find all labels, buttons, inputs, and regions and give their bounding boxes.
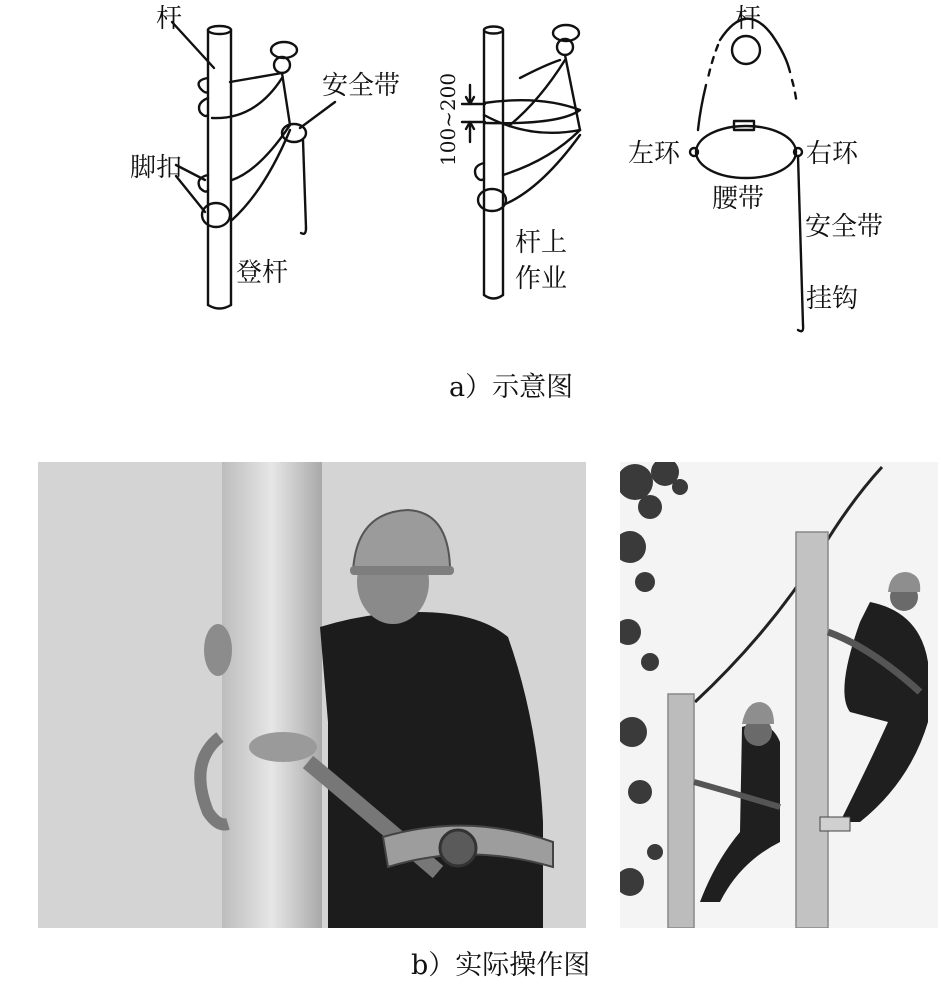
belt-arc-left-lower	[698, 85, 706, 130]
right-ring-label: 右环	[806, 139, 859, 169]
foot-clamp-lower-2	[202, 203, 230, 227]
photos-caption: b）实际操作图	[411, 950, 591, 981]
left-ring-label: 左环	[628, 139, 681, 169]
pole-label-3: 杆	[735, 4, 762, 34]
belt-buckle-photo	[440, 830, 476, 866]
safety-belt-1	[303, 140, 306, 228]
safety-belt-label-1: 安全带	[322, 71, 401, 101]
pole-1	[208, 26, 231, 309]
safety-hook-1	[301, 228, 306, 234]
foot-clamp-upper-1	[199, 78, 208, 93]
pole-cross-section	[732, 36, 760, 64]
foot-clamp-work-1	[475, 163, 484, 180]
helmet-brim	[350, 566, 454, 575]
worker-body	[320, 612, 543, 928]
waist-belt	[696, 126, 796, 178]
dimension-label: 100~200	[436, 72, 460, 166]
belt-detail-drawing	[690, 19, 803, 332]
schematic-caption: a）示意图	[449, 372, 574, 403]
left-pole	[668, 694, 694, 928]
right-hand	[249, 732, 317, 762]
climb-label: 登杆	[236, 258, 289, 288]
safety-belt-1-leader	[300, 102, 335, 128]
photo-close-up	[38, 462, 586, 928]
photo-two-workers-illustration	[620, 462, 938, 928]
pole-label-1: 杆	[156, 4, 183, 34]
photo-close-up-illustration	[38, 462, 586, 928]
belt-arc-left-dashed	[708, 45, 718, 78]
safety-belt-3	[798, 156, 803, 325]
photo-two-workers	[620, 462, 938, 928]
belt-arc-right	[772, 35, 790, 72]
left-hand	[204, 624, 232, 676]
climber-1-figure	[212, 42, 297, 220]
safety-belt-label-3: 安全带	[805, 212, 884, 242]
work-label-line2: 作业	[515, 264, 568, 294]
belt-arc-right-dashed	[792, 80, 797, 105]
work-label-line1: 杆上	[515, 228, 568, 258]
safety-hook-3	[798, 325, 803, 331]
right-pole	[796, 532, 828, 928]
foot-clamp-upper-2	[199, 98, 208, 116]
pole-2	[484, 27, 503, 299]
concrete-pole	[222, 462, 322, 928]
foot-clamp-label: 脚扣	[130, 153, 183, 183]
hook-label: 挂钩	[806, 284, 859, 314]
worker-figure	[484, 25, 580, 205]
waist-belt-label: 腰带	[712, 184, 765, 214]
schematic-drawings	[0, 0, 941, 420]
